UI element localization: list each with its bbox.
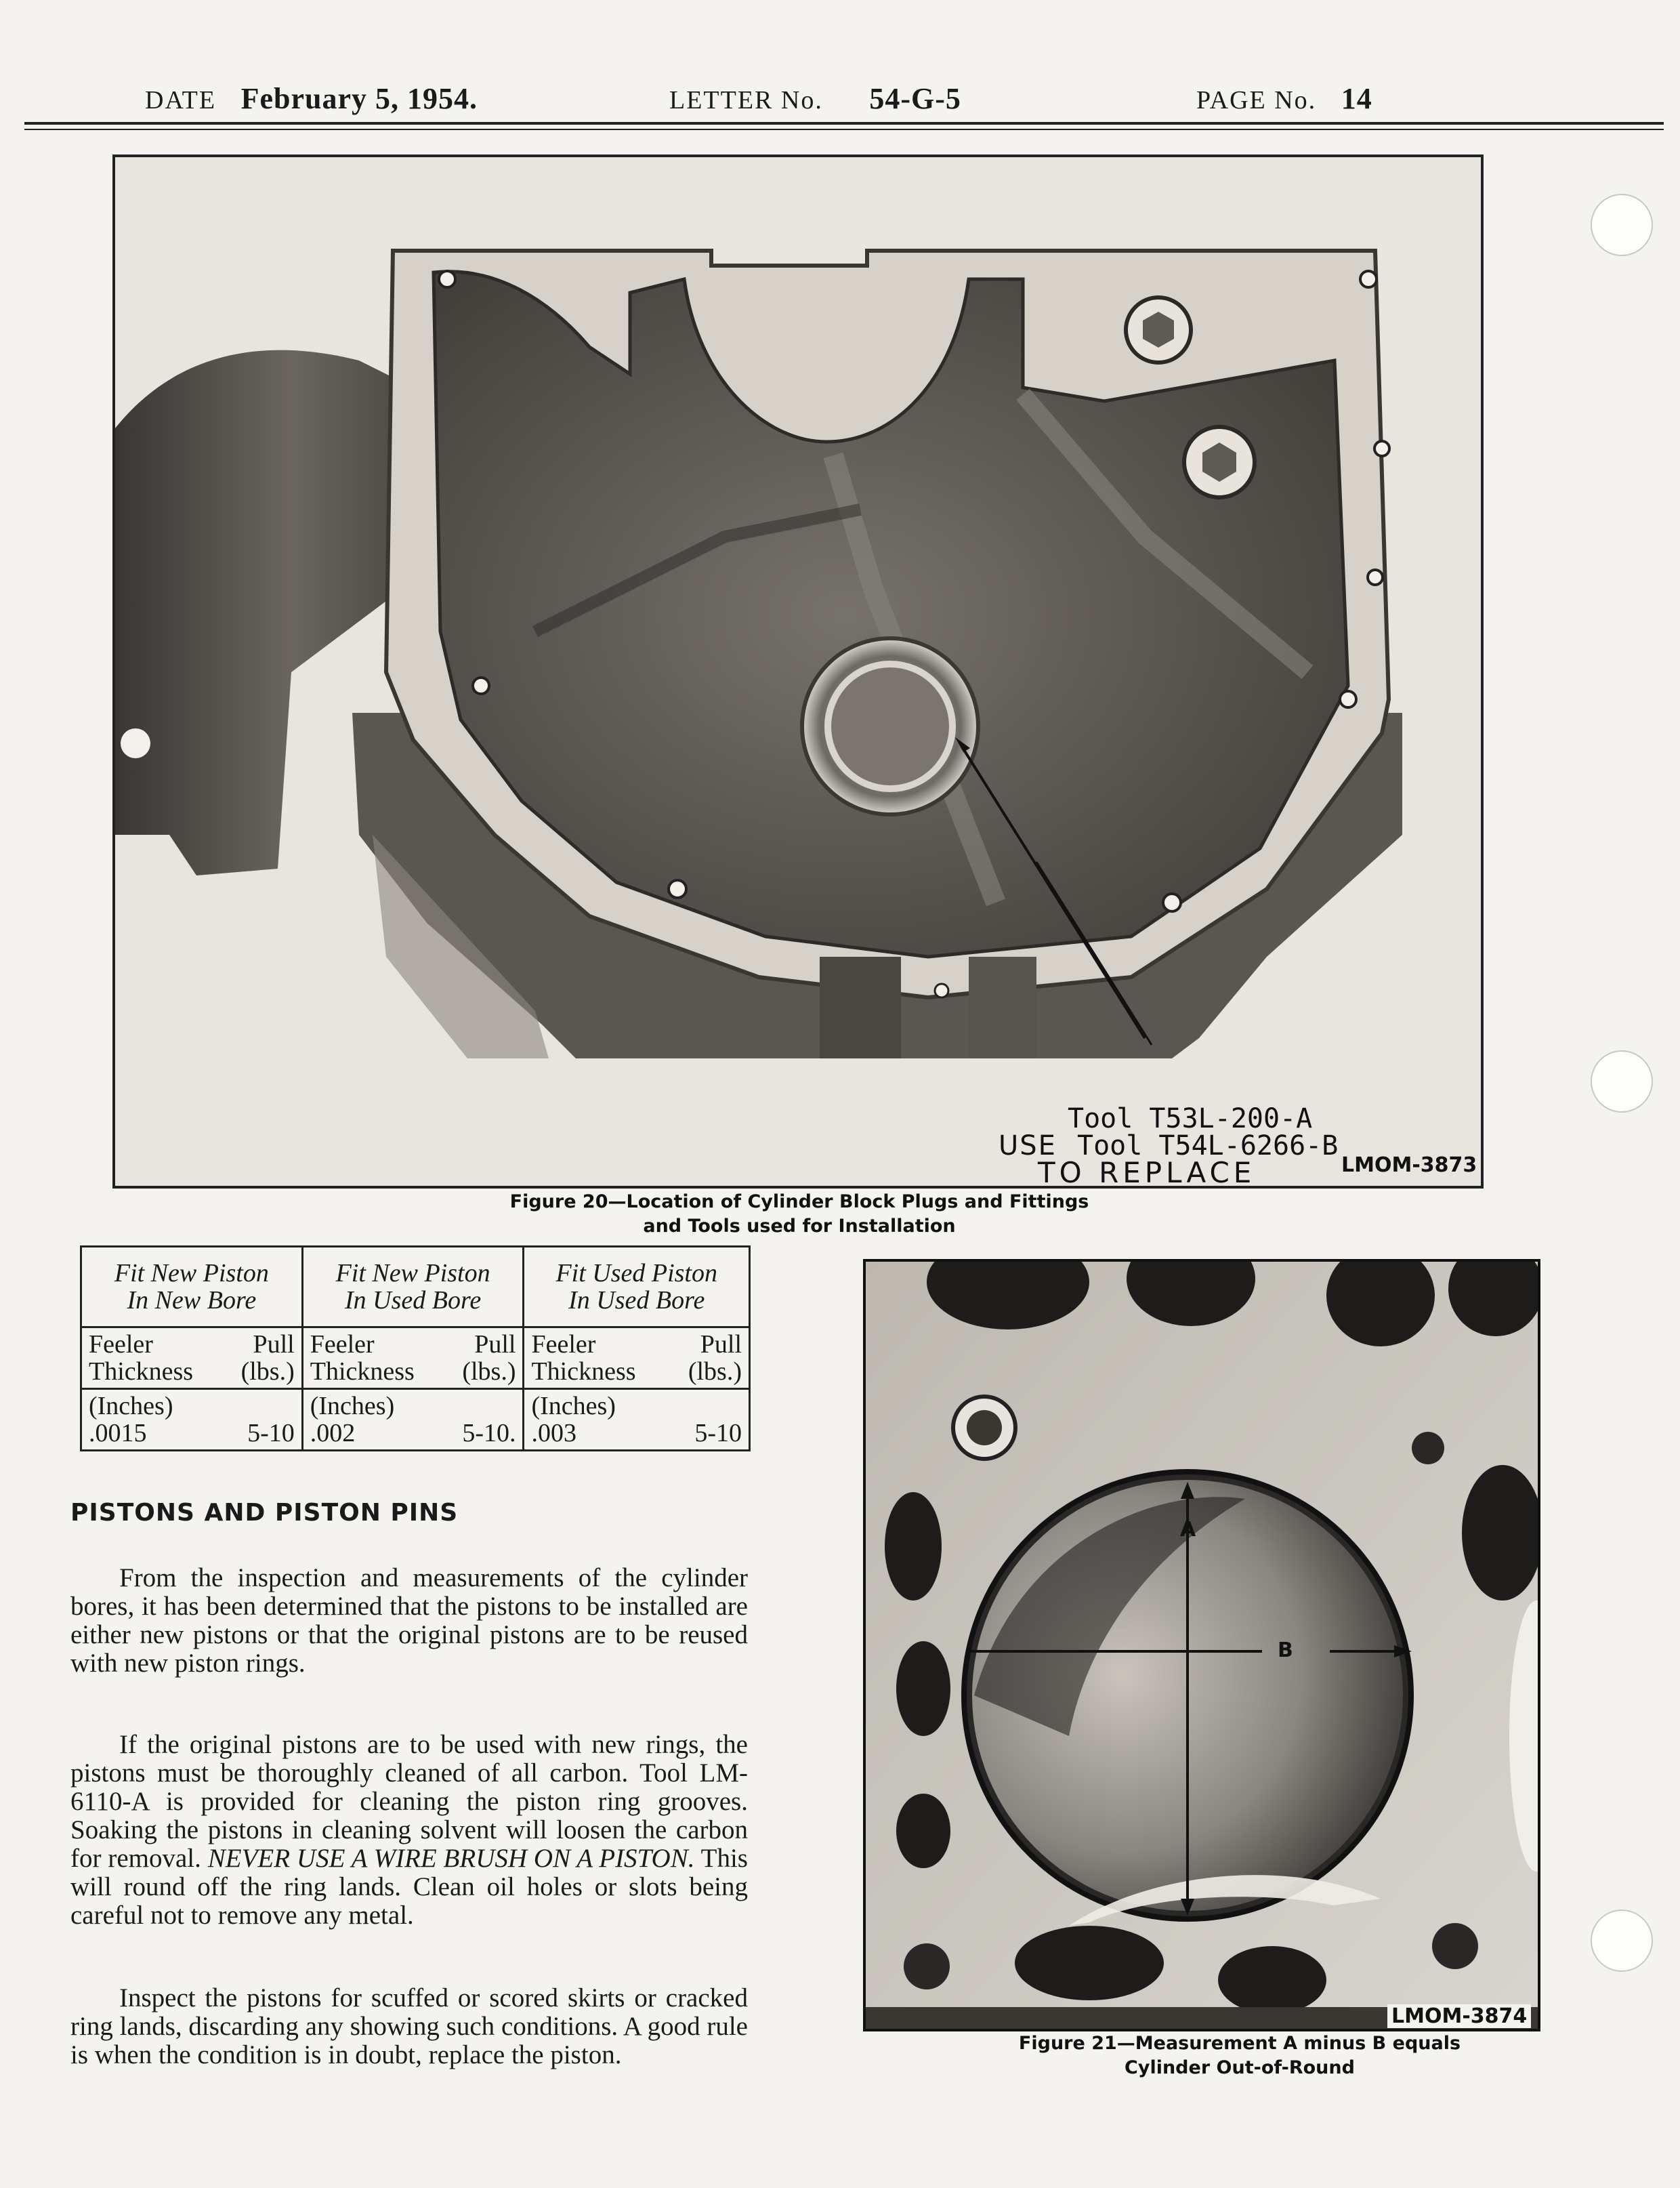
table-row — [81, 1389, 750, 1451]
pull-value: 5-10 — [694, 1419, 742, 1447]
header-rule — [24, 122, 1664, 125]
lbs-label: (lbs.) — [462, 1357, 516, 1386]
figure-21-caption-line-2: Cylinder Out-of-Round — [1125, 2057, 1355, 2078]
paragraph-2-text-end: This will round off the ring lands. Clean oil holes or slots being careful not to remove any metal. — [70, 1844, 748, 1930]
header-line-1: Fit Used Piston — [555, 1259, 717, 1287]
callout-tool-2: Tool T54L-6266-B — [1077, 1130, 1339, 1161]
feeler-label: Feeler — [310, 1330, 375, 1359]
header-line-2: In New Bore — [127, 1286, 257, 1315]
paragraph-3: Inspect the pistons for scuffed or scored skirts or cracked ring lands, discarding any showing such conditions. A good rule is when the condition is in doubt, replace the piston. — [70, 1983, 748, 2069]
section-heading: PISTONS AND PISTON PINS — [70, 1499, 459, 1527]
feeler-value: .0015 — [89, 1419, 147, 1447]
header-line-2: In Used Bore — [344, 1286, 482, 1315]
units-label: (Inches) — [531, 1392, 616, 1420]
lbs-label: (lbs.) — [688, 1357, 742, 1386]
table-subheader-cell — [81, 1327, 303, 1389]
header-line-1: Fit New Piston — [114, 1259, 269, 1287]
letter-label: LETTER No. — [669, 86, 823, 115]
paragraph-2-warning: NEVER USE A WIRE BRUSH ON A PISTON. — [207, 1844, 695, 1873]
table-value-cell — [524, 1389, 750, 1451]
feeler-label: Feeler — [531, 1330, 596, 1359]
callout-use: USE — [999, 1130, 1057, 1161]
feeler-value: .002 — [310, 1419, 356, 1447]
header-date — [145, 80, 478, 116]
paragraph-2 — [70, 1731, 748, 1930]
piston-fit-table — [80, 1245, 751, 1451]
thickness-label: Thickness — [89, 1357, 194, 1386]
header-rule-thin — [24, 129, 1664, 130]
date-value: February 5, 1954. — [240, 82, 478, 115]
punch-hole — [1591, 194, 1653, 256]
callout-tool-1: Tool T53L-200-A — [1068, 1103, 1313, 1134]
lbs-label: (lbs.) — [240, 1357, 295, 1386]
label-b: B — [1278, 1638, 1293, 1662]
pull-value: 5-10 — [247, 1419, 295, 1447]
figure-20-caption — [393, 1190, 1206, 1239]
date-label: DATE — [145, 86, 217, 115]
units-label: (Inches) — [89, 1392, 173, 1420]
table-value-cell — [302, 1389, 524, 1451]
figure-21-caption-line-1: Figure 21—Measurement A minus B equals — [1018, 2033, 1461, 2054]
paragraph-2-text: If the original pistons are to be used with new rings, the pistons must be thoroughly cleaned of all carbon. Tool LM-6110-A is provided for cleaning the piston ring grooves. Soaking the pistons in cleaning solvent will loosen the carbon for removal. — [70, 1730, 748, 1873]
letter-value: 54-G-5 — [869, 82, 961, 115]
figure-21-photo — [863, 1259, 1540, 2031]
table-row — [81, 1327, 750, 1389]
table-value-cell — [81, 1389, 303, 1451]
punch-hole — [1591, 1910, 1653, 1972]
punch-hole — [1591, 1050, 1653, 1113]
table-row — [81, 1247, 750, 1327]
feeler-label: Feeler — [89, 1330, 153, 1359]
header-line-1: Fit New Piston — [335, 1259, 490, 1287]
table-header-cell — [302, 1247, 524, 1327]
pull-label: Pull — [700, 1330, 742, 1359]
feeler-value: .003 — [531, 1419, 576, 1447]
table-header-cell — [81, 1247, 303, 1327]
thickness-label: Thickness — [531, 1357, 636, 1386]
page-label: PAGE No. — [1196, 86, 1317, 115]
pull-label: Pull — [253, 1330, 295, 1359]
cylinder-block-illustration — [115, 157, 1484, 1189]
paragraph-1: From the inspection and measurements of the cylinder bores, it has been determined that the pistons to be installed are either new pistons or that the original pistons are to be reused with new piston rings. — [70, 1563, 748, 1678]
figure-20-caption-line-2: and Tools used for Installation — [643, 1216, 956, 1237]
thickness-label: Thickness — [310, 1357, 415, 1386]
cylinder-bore-illustration — [866, 1262, 1540, 2031]
header-letter — [669, 80, 961, 116]
table-subheader-cell — [524, 1327, 750, 1389]
figure-20-caption-line-1: Figure 20—Location of Cylinder Block Plugs and Fittings — [509, 1191, 1089, 1212]
pull-label: Pull — [474, 1330, 516, 1359]
table-subheader-cell — [302, 1327, 524, 1389]
figure-21-caption — [935, 2031, 1545, 2080]
pull-value: 5-10. — [462, 1419, 516, 1447]
figure-20-code: LMOM-3873 — [1341, 1153, 1477, 1177]
callout-to-replace: TO REPLACE — [1038, 1156, 1256, 1189]
header-page — [1196, 80, 1372, 116]
header-line-2: In Used Bore — [568, 1286, 705, 1315]
figure-21-code: LMOM-3874 — [1387, 2004, 1531, 2028]
table-header-cell — [524, 1247, 750, 1327]
units-label: (Inches) — [310, 1392, 395, 1420]
figure-20-photo — [112, 154, 1484, 1189]
page-value: 14 — [1341, 82, 1372, 115]
label-a: A — [1180, 1518, 1196, 1542]
